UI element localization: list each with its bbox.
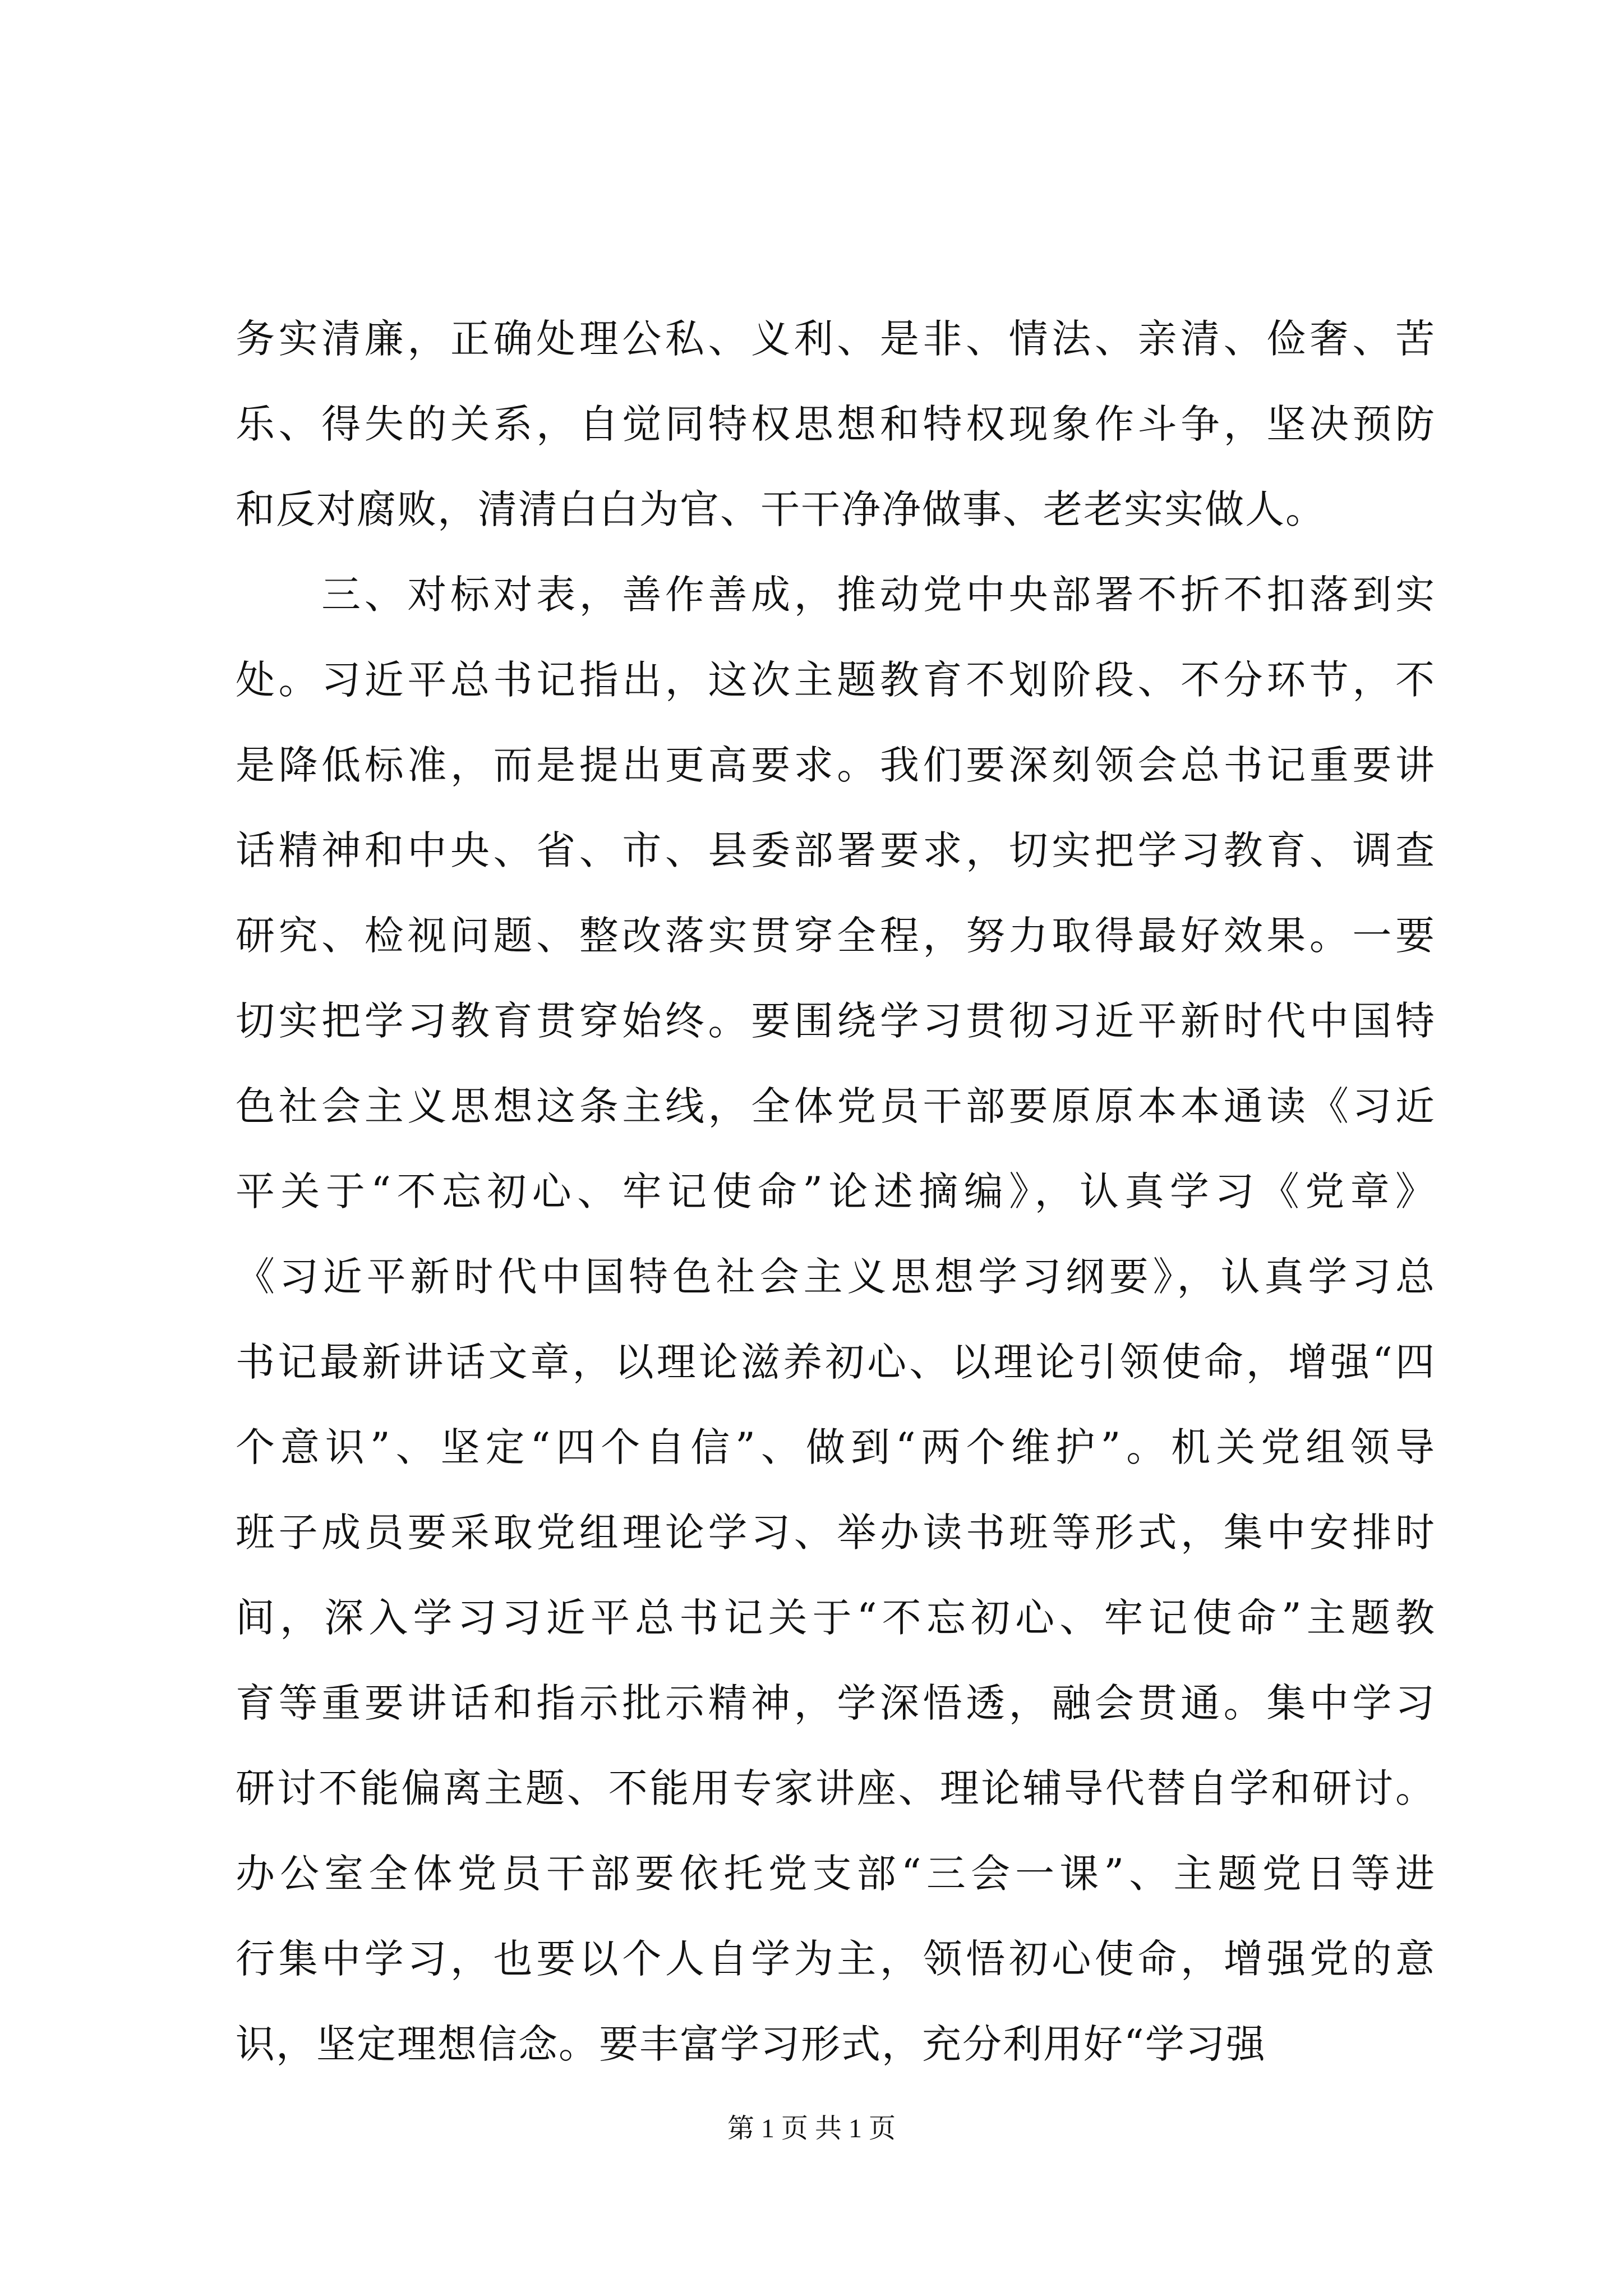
text-line: 识，坚定理想信念。要丰富学习形式，充分利用好“学习强 (236, 2021, 1266, 2067)
text-line: 切实把学习教育贯穿始终。要围绕学习贯彻习近平新时代中国特 (236, 998, 1436, 1044)
text-line: 办公室全体党员干部要依托党支部“三会一课”、主题党日等进 (236, 1851, 1436, 1897)
text-line: 乐、得失的关系，自觉同特权思想和特权现象作斗争，坚决预防 (236, 401, 1436, 447)
text-line: 三、对标对表，善作善成，推动党中央部署不折不扣落到实 (236, 572, 1436, 618)
text-line: 色社会主义思想这条主线，全体党员干部要原原本本通读《习近 (236, 1083, 1436, 1129)
text-line: 个意识”、坚定“四个自信”、做到“两个维护”。机关党组领导 (236, 1424, 1436, 1470)
text-line: 研讨不能偏离主题、不能用专家讲座、理论辅导代替自学和研讨。 (236, 1765, 1436, 1811)
text-line: 处。习近平总书记指出，这次主题教育不划阶段、不分环节，不 (236, 657, 1436, 703)
text-line: 研究、检视问题、整改落实贯穿全程，努力取得最好效果。一要 (236, 913, 1436, 959)
text-line: 间，深入学习习近平总书记关于“不忘初心、牢记使命”主题教 (236, 1595, 1436, 1641)
text-line: 书记最新讲话文章，以理论滋养初心、以理论引领使命，增强“四 (236, 1339, 1436, 1385)
text-line: 行集中学习，也要以个人自学为主，领悟初心使命，增强党的意 (236, 1936, 1436, 1982)
document-body (236, 296, 1436, 2087)
text-line: 是降低标准，而是提出更高要求。我们要深刻领会总书记重要讲 (236, 742, 1436, 788)
page-number-footer: 第 1 页 共 1 页 (727, 2114, 896, 2143)
text-line: 《习近平新时代中国特色社会主义思想学习纲要》，认真学习总 (236, 1254, 1436, 1300)
text-line: 班子成员要采取党组理论学习、举办读书班等形式，集中安排时 (236, 1510, 1436, 1556)
text-line: 平关于“不忘初心、牢记使命”论述摘编》，认真学习《党章》 (236, 1168, 1436, 1214)
text-line: 话精神和中央、省、市、县委部署要求，切实把学习教育、调查 (236, 827, 1436, 873)
text-line: 和反对腐败，清清白白为官、干干净净做事、老老实实做人。 (236, 486, 1326, 532)
text-line: 务实清廉，正确处理公私、义利、是非、情法、亲清、俭奢、苦 (236, 316, 1436, 362)
text-line: 育等重要讲话和指示批示精神，学深悟透，融会贯通。集中学习 (236, 1680, 1436, 1726)
